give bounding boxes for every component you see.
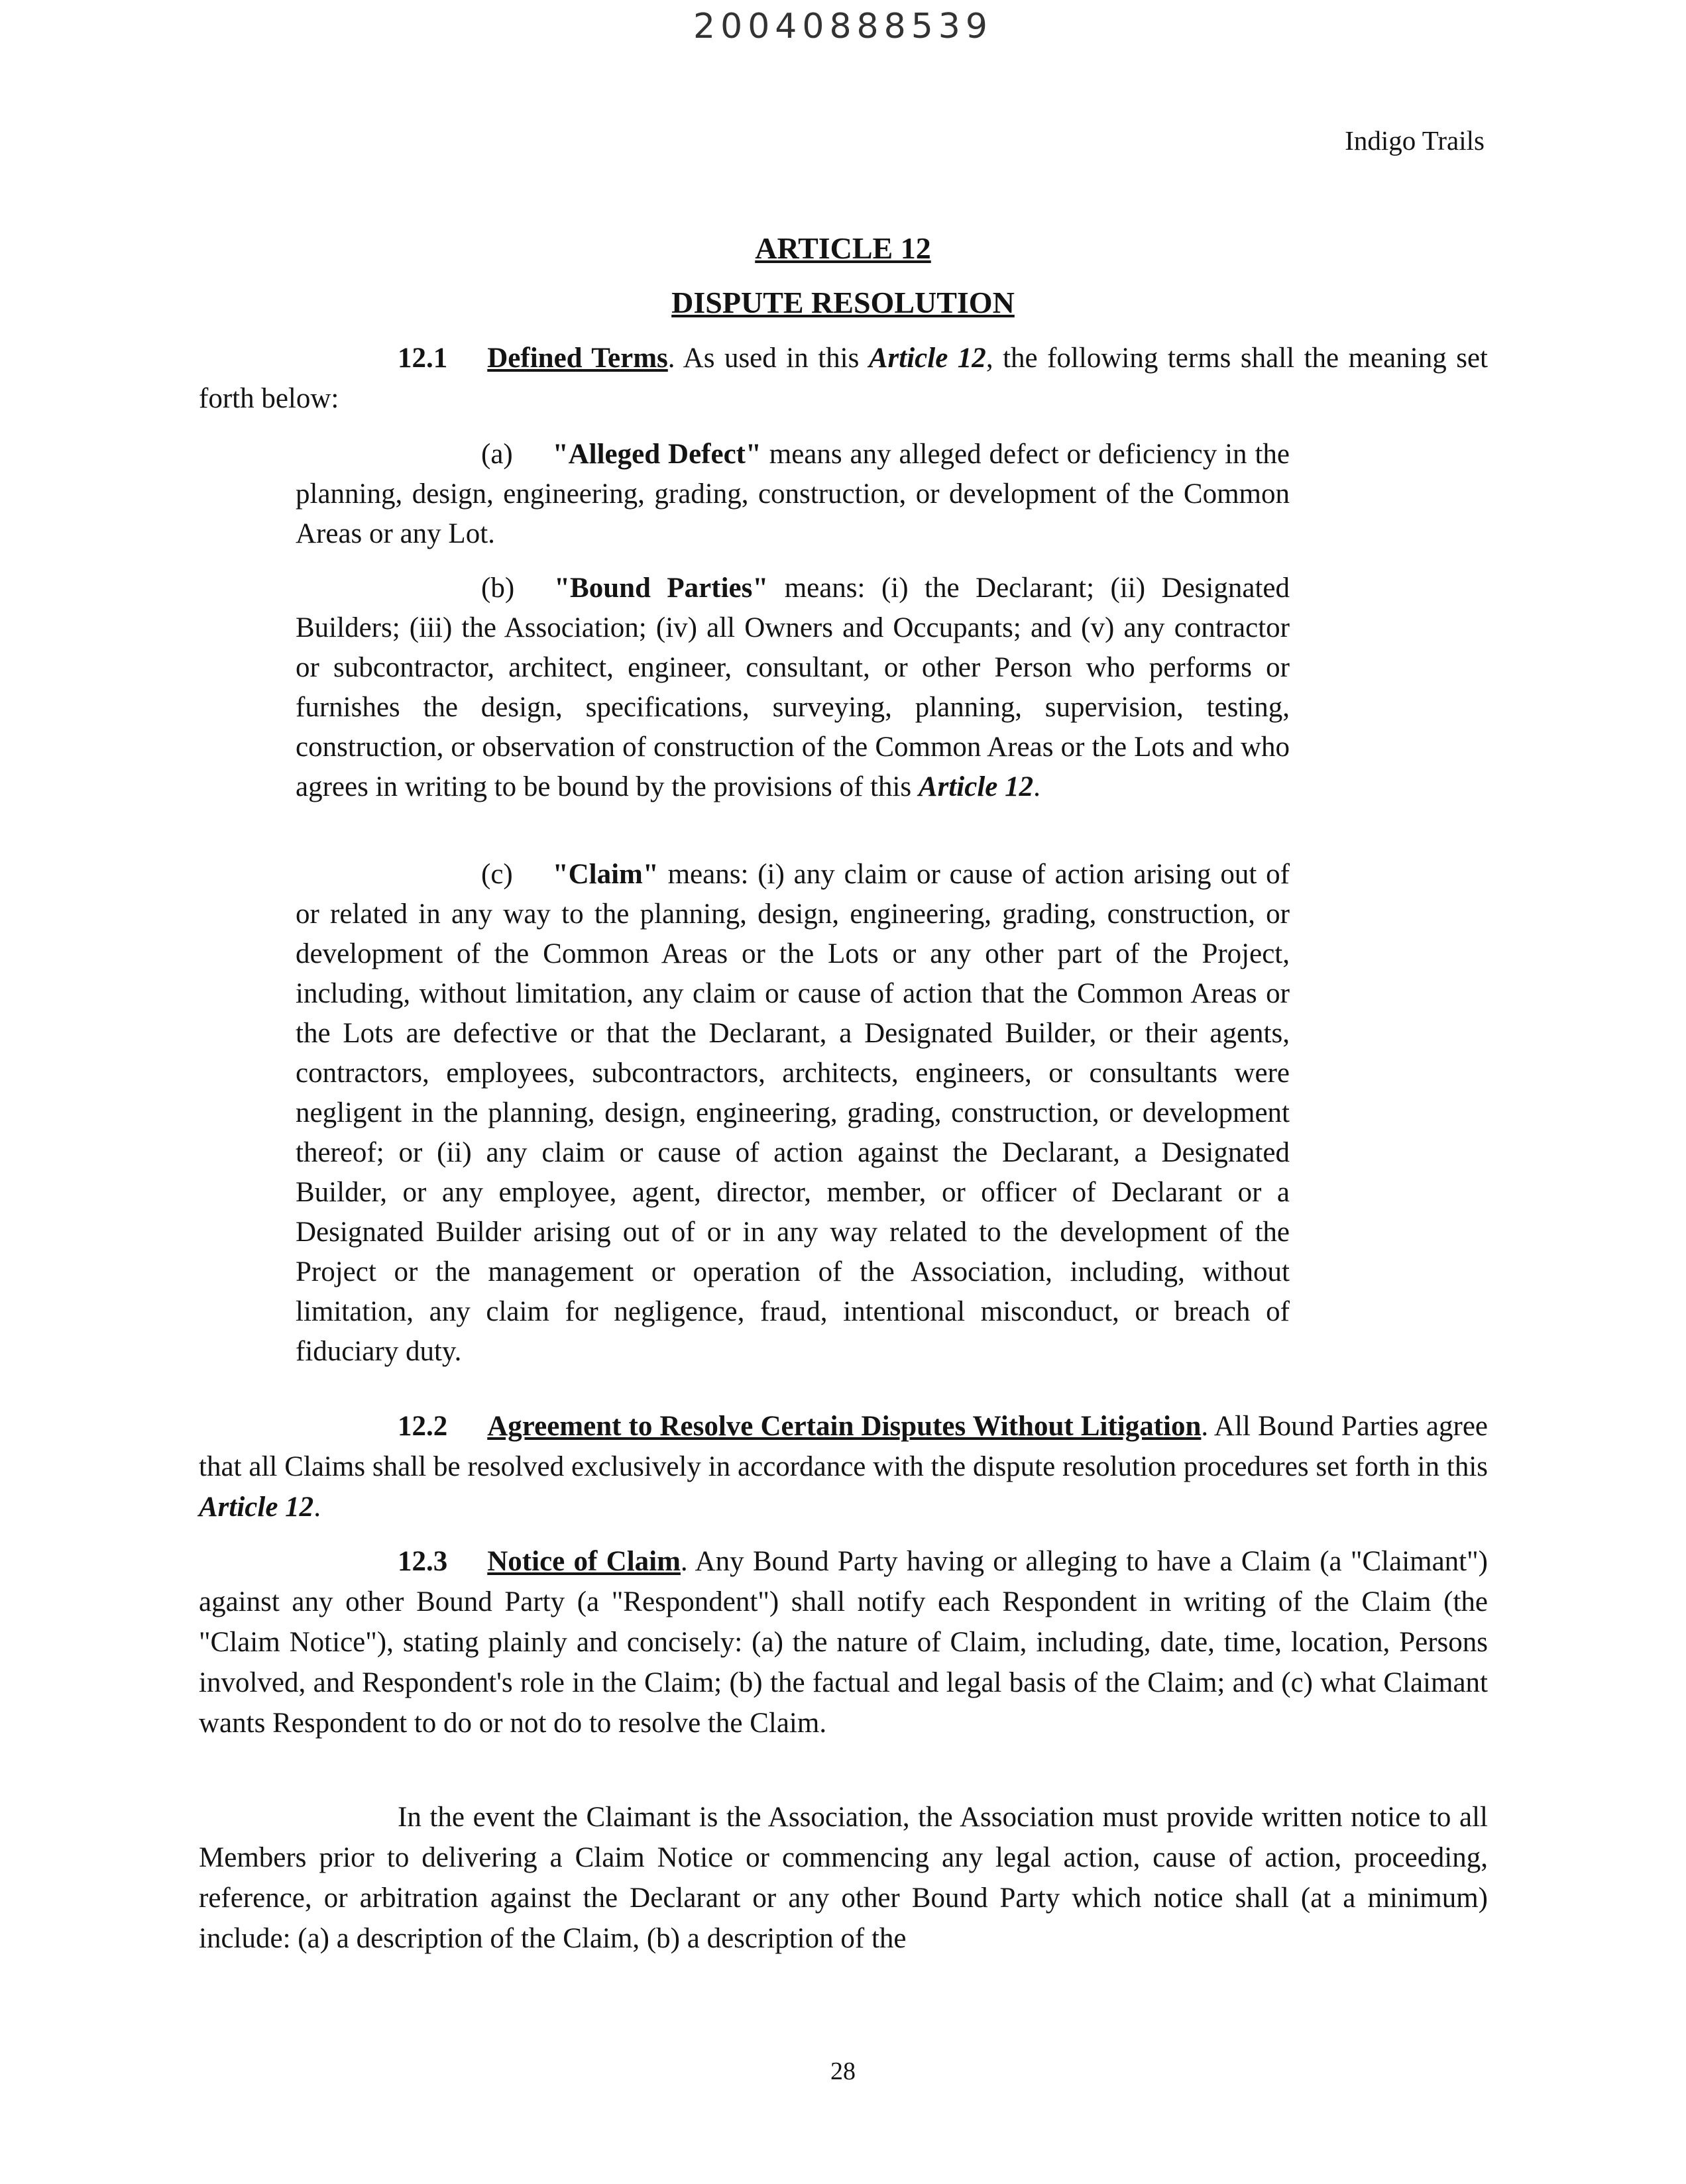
- running-header: Indigo Trails: [1345, 125, 1485, 156]
- article-title: DISPUTE RESOLUTION: [671, 286, 1015, 319]
- section-text: . As used in this: [667, 343, 869, 374]
- section-number: 12.3: [398, 1546, 448, 1577]
- section-end: .: [313, 1492, 321, 1523]
- section-12-3: [199, 1541, 1488, 1743]
- section-title: Notice of Claim: [487, 1546, 681, 1577]
- article-heading: ARTICLE 12: [755, 231, 931, 265]
- section-number: 12.1: [398, 343, 448, 374]
- item-label: (b): [481, 573, 515, 604]
- definition-text: means any alleged defect or deficiency in the planning, design, engineering, grading, construction, or development of the Common Areas or any Lot.: [296, 439, 1290, 549]
- association-claim-paragraph: In the event the Claimant is the Association, the Association must provide written notice to all Members prior to delivering a Claim Notice or commencing any legal action, cause of action, proceeding, reference, or arbitration against the Declarant or any other Bound Party which notice shall (at a minimum) include: (a) a description of the Claim, (b) a description of the: [199, 1802, 1488, 1954]
- section-text: , the following terms shall the meaning set forth below:: [199, 343, 1488, 414]
- section-title: Defined Terms: [487, 343, 668, 374]
- document-number: 20040888539: [693, 7, 993, 46]
- definition-claim: [296, 855, 1290, 1372]
- defined-term: "Claim": [552, 859, 659, 890]
- article-reference: Article 12: [199, 1492, 314, 1523]
- article-reference: Article 12: [868, 343, 986, 374]
- article-reference: Article 12: [918, 771, 1034, 802]
- section-title: Agreement to Resolve Certain Disputes Without Litigation: [487, 1411, 1202, 1442]
- definition-text: means: (i) any claim or cause of action arising out of or related in any way to the planning, design, engineering, grading, construction, or development of the Common Areas or the Lots or any other part of the Project, including, without limitation, any claim or cause of action that the Common Areas or the Lots are defective or that the Declarant, a Designated Builder, or their agents, contractors, employees, subcontractors, architects, engineers, or consultants were negligent in the planning, design, engineering, grading, construction, or development thereof; or (ii) any claim or cause of action against the Declarant, a Designated Builder, or any employee, agent, director, member, or officer of Declarant or a Designated Builder arising out of or in any way related to the development of the Project or the management or operation of the Association, including, without limitation, any claim for negligence, fraud, intentional misconduct, or breach of fiduciary duty.: [296, 859, 1290, 1367]
- definition-bound-parties: [296, 569, 1290, 807]
- item-label: (c): [481, 859, 513, 890]
- page-number: 28: [830, 2057, 856, 2085]
- item-label: (a): [481, 439, 513, 470]
- section-12-2: [199, 1406, 1488, 1527]
- section-number: 12.2: [398, 1411, 448, 1442]
- section-text: . All Bound Parties agree that all Claims shall be resolved exclusively in accordance with the dispute resolution procedures set forth in this: [199, 1411, 1488, 1482]
- defined-term: "Alleged Defect": [552, 439, 761, 470]
- section-text: . Any Bound Party having or alleging to have a Claim (a "Claimant") against any other Bound Party (a "Respondent") shall notify each Respondent in writing of the Claim (the "Claim Notice"), stating plainly and concisely: (a) the nature of Claim, including, date, time, location, Persons involved, and Respondent's role in the Claim; (b) the factual and legal basis of the Claim; and (c) what Claimant wants Respondent to do or not do to resolve the Claim.: [199, 1546, 1488, 1739]
- definition-text: means: (i) the Declarant; (ii) Designated Builders; (iii) the Association; (iv) all Owners and Occupants; and (v) any contractor or subcontractor, architect, engineer, consultant, or other Person who performs or furnishes the design, specifications, surveying, planning, supervision, testing, construction, or observation of construction of the Common Areas or the Lots and who agrees in writing to be bound by the provisions of this: [296, 573, 1290, 802]
- defined-term: "Bound Parties": [554, 573, 769, 604]
- definition-alleged-defect: [296, 435, 1290, 554]
- section-12-1: [199, 338, 1488, 419]
- definition-end: .: [1033, 771, 1040, 802]
